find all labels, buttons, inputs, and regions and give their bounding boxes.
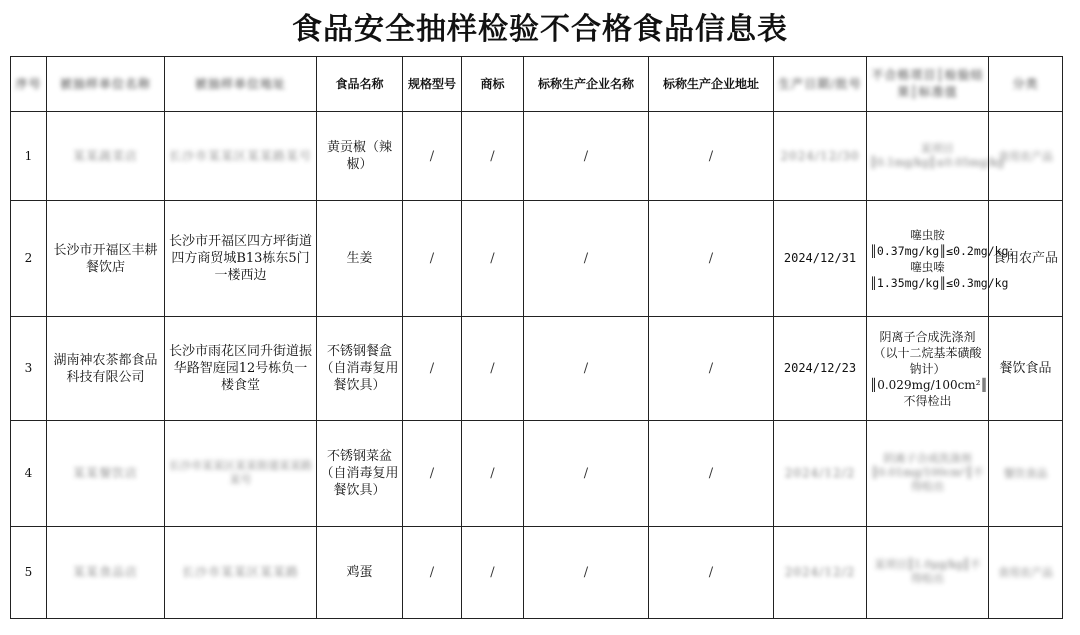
cell-unit-name: 某某蔬菜店 (47, 112, 165, 201)
cell-date: 2024/12/2 (774, 421, 867, 527)
page-title: 食品安全抽样检验不合格食品信息表 (292, 12, 788, 47)
header-food-name: 食品名称 (317, 57, 403, 112)
cell-failed-item: 某项目║0.1mg/kg║≤0.05mg/kg (867, 112, 989, 201)
cell-category: 食用农产品 (989, 112, 1063, 201)
cell-date: 2024/12/23 (774, 317, 867, 421)
header-brand: 商标 (462, 57, 524, 112)
cell-failed-item: 阴离子合成洗涤剂║0.01mg/100cm²║不得检出 (867, 421, 989, 527)
cell-date: 2024/12/31 (774, 201, 867, 317)
cell-unit-address: 长沙市某某区某某路 (165, 527, 317, 619)
header-unit-name: 被抽样单位名称 (47, 57, 165, 112)
header-category: 分类 (989, 57, 1063, 112)
cell-manufacturer-address: / (649, 112, 774, 201)
cell-food-name: 黄贡椒（辣椒） (317, 112, 403, 201)
table-row (11, 317, 1063, 421)
header-failed-item: 不合格项目║检验结果║标准值 (867, 57, 989, 112)
cell-unit-address: 长沙市开福区四方坪街道四方商贸城B13栋东5门一楼西边 (165, 201, 317, 317)
table-row (11, 201, 1063, 317)
cell-manufacturer: / (524, 112, 649, 201)
table-row (11, 527, 1063, 619)
cell-no: 4 (11, 421, 47, 527)
header-unit-address: 被抽样单位地址 (165, 57, 317, 112)
cell-spec: / (403, 112, 462, 201)
cell-no: 5 (11, 527, 47, 619)
cell-brand: / (462, 421, 524, 527)
cell-manufacturer: / (524, 527, 649, 619)
cell-no: 1 (11, 112, 47, 201)
cell-unit-name: 长沙市开福区丰耕餐饮店 (47, 201, 165, 317)
cell-spec: / (403, 201, 462, 317)
cell-brand: / (462, 527, 524, 619)
cell-no: 3 (11, 317, 47, 421)
header-manufacturer-address: 标称生产企业地址 (649, 57, 774, 112)
food-safety-table (10, 56, 1063, 619)
cell-failed-item: 噻虫胺║0.37mg/kg║≤0.2mg/kg；噻虫嗪║1.35mg/kg║≤0.3mg/kg (867, 201, 989, 317)
cell-unit-name: 湖南神农茶都食品科技有限公司 (47, 317, 165, 421)
cell-brand: / (462, 317, 524, 421)
cell-category: 餐饮食品 (989, 421, 1063, 527)
cell-unit-address: 长沙市某某区某某路某号 (165, 112, 317, 201)
cell-category: 餐饮食品 (989, 317, 1063, 421)
cell-manufacturer: / (524, 317, 649, 421)
header-date: 生产日期/批号 (774, 57, 867, 112)
cell-unit-address: 长沙市某某区某某街道某某路某号 (165, 421, 317, 527)
cell-failed-item: 某项目║1.0μg/kg║不得检出 (867, 527, 989, 619)
cell-brand: / (462, 201, 524, 317)
cell-manufacturer: / (524, 201, 649, 317)
cell-manufacturer-address: / (649, 317, 774, 421)
cell-failed-item: 阴离子合成洗涤剂（以十二烷基苯磺酸钠计）║0.029mg/100cm²║不得检出 (867, 317, 989, 421)
cell-unit-name: 某某餐饮店 (47, 421, 165, 527)
header-seq: 序号 (11, 57, 47, 112)
cell-manufacturer-address: / (649, 201, 774, 317)
cell-food-name: 不锈钢餐盒（自消毒复用餐饮具） (317, 317, 403, 421)
cell-manufacturer: / (524, 421, 649, 527)
cell-category: 食用农产品 (989, 201, 1063, 317)
header-spec: 规格型号 (403, 57, 462, 112)
header-row (11, 57, 1063, 112)
cell-category: 食用农产品 (989, 527, 1063, 619)
cell-unit-address: 长沙市雨花区同升街道振华路智庭园12号栋负一楼食堂 (165, 317, 317, 421)
cell-spec: / (403, 527, 462, 619)
cell-unit-name: 某某食品店 (47, 527, 165, 619)
cell-food-name: 不锈钢菜盆（自消毒复用餐饮具） (317, 421, 403, 527)
cell-manufacturer-address: / (649, 527, 774, 619)
cell-spec: / (403, 421, 462, 527)
cell-date: 2024/12/30 (774, 112, 867, 201)
table-row (11, 112, 1063, 201)
cell-food-name: 生姜 (317, 201, 403, 317)
cell-date: 2024/12/2 (774, 527, 867, 619)
cell-brand: / (462, 112, 524, 201)
table-row (11, 421, 1063, 527)
cell-no: 2 (11, 201, 47, 317)
cell-spec: / (403, 317, 462, 421)
cell-manufacturer-address: / (649, 421, 774, 527)
header-manufacturer: 标称生产企业名称 (524, 57, 649, 112)
cell-food-name: 鸡蛋 (317, 527, 403, 619)
